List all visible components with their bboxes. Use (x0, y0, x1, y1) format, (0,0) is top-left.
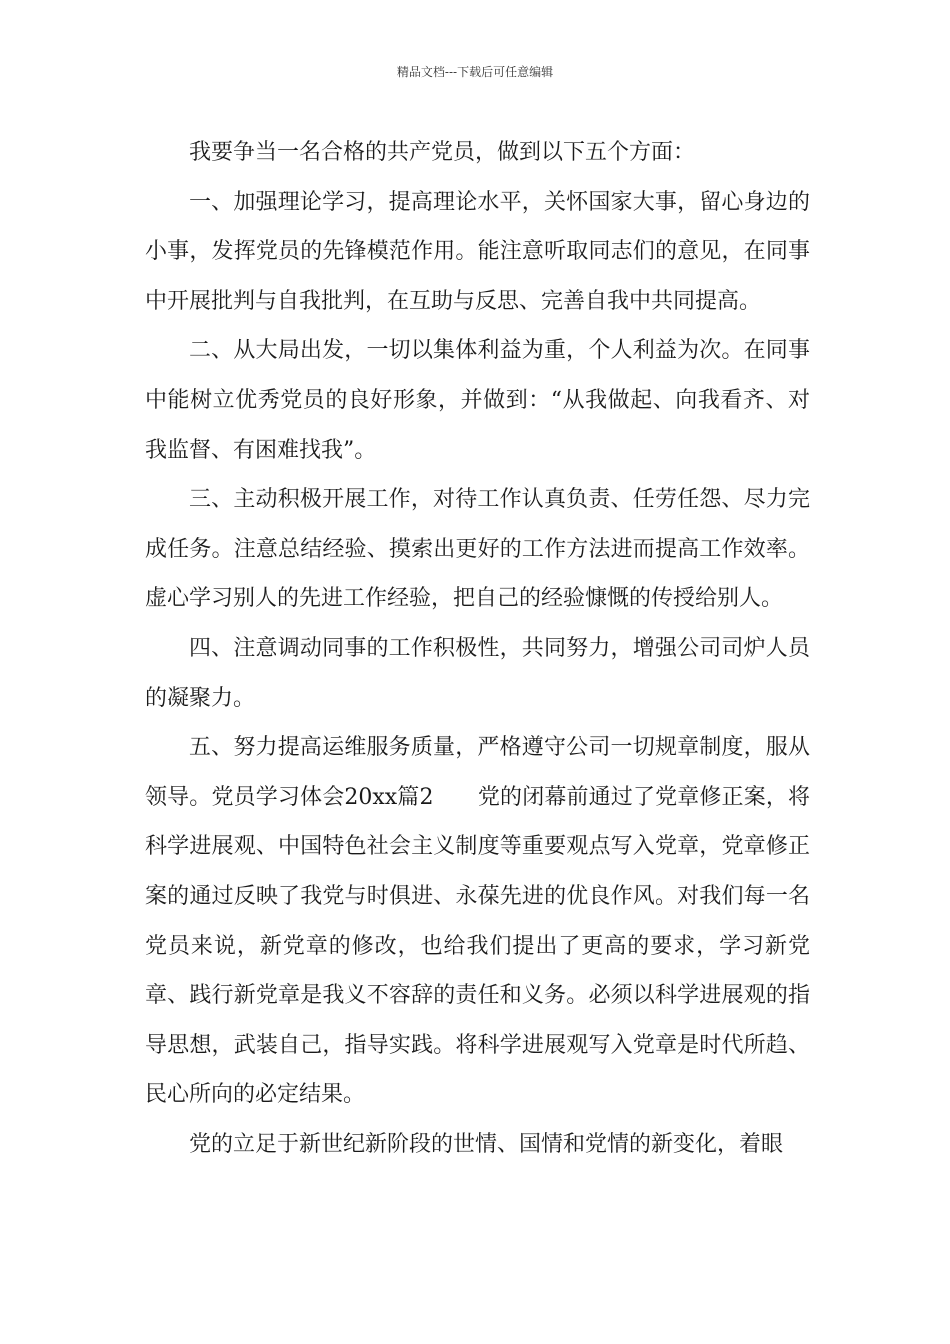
paragraph-point-4: 四、注意调动同事的工作积极性，共同努力，增强公司司炉人员的凝聚力。 (145, 635, 810, 711)
paragraph-point-5: 五、努力提高运维服务质量，严格遵守公司一切规章制度，服从领导。党员学习体会20xx篇2 党的闭幕前通过了党章修正案，将科学进展观、中国特色社会主义制度等重要观点写入党章，党章修正案的通过反映了我党与时俱进、永葆先进的优良作风。对我们每一名党员来说，新党章的修改，也给我们提出了更高的要求，学习新党章、践行新党章是我义不容辞的责任和义务。必须以科学进展观的指导思想，武装自己，指导实践。将科学进展观写入党章是时代所趋、民心所向的必定结果。 (145, 735, 810, 1108)
paragraph-point-2: 二、从大局出发，一切以集体利益为重，个人利益为次。在同事中能树立优秀党员的良好形象，并做到：“从我做起、向我看齐、对我监督、有困难找我”。 (145, 338, 810, 463)
paragraph-point-1: 一、加强理论学习，提高理论水平，关怀国家大事，留心身边的小事，发挥党员的先锋模范作用。能注意听取同志们的意见，在同事中开展批判与自我批判，在互助与反思、完善自我中共同提高。 (145, 189, 810, 314)
paragraph-point-3: 三、主动积极开展工作，对待工作认真负责、任劳任怨、尽力完成任务。注意总结经验、摸索出更好的工作方法进而提高工作效率。虚心学习别人的先进工作经验，把自己的经验慷慨的传授给别人。 (145, 487, 810, 612)
page-header: 精品文档---下载后可任意编辑 (396, 65, 554, 79)
paragraph-intro: 我要争当一名合格的共产党员，做到以下五个方面： (189, 140, 696, 165)
paragraph-continuation: 党的立足于新世纪新阶段的世情、国情和党情的新变化，着眼 (189, 1131, 784, 1157)
document-body (145, 128, 810, 1169)
